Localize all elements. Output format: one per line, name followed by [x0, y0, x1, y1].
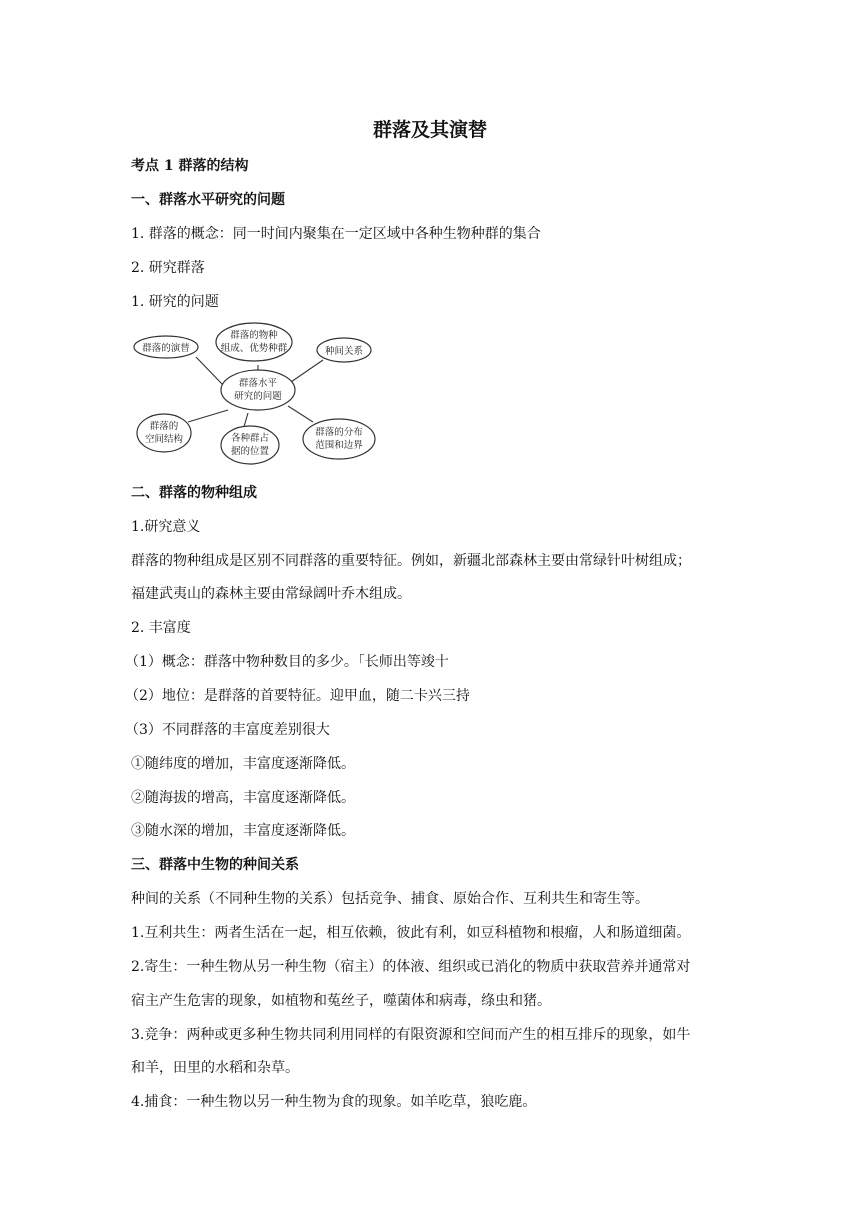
position-node — [221, 426, 279, 464]
composition-label-1: 群落的物种 — [230, 330, 278, 341]
connector-line — [188, 410, 228, 422]
section-1-heading: 一、群落水平研究的问题 — [131, 192, 285, 208]
composition-node — [216, 323, 292, 361]
center-label-2: 研究的问题 — [234, 391, 282, 402]
section-2-heading: 二、群落的物种组成 — [131, 485, 257, 501]
center-label-1: 群落水平 — [238, 378, 278, 389]
connector-line — [288, 406, 313, 422]
kaodian-heading: 考点 1 群落的结构 — [131, 158, 249, 174]
position-label-2: 据的位置 — [230, 446, 270, 457]
spatial-node — [137, 414, 191, 452]
research-questions-diagram — [128, 322, 388, 472]
paragraph: ②随海拔的增高，丰富度逐渐降低。 — [131, 790, 355, 806]
paragraph: 宿主产生危害的现象，如植物和菟丝子，噬菌体和病毒，绦虫和猪。 — [131, 993, 551, 1009]
page-title: 群落及其演替 — [372, 119, 487, 141]
paragraph: 福建武夷山的森林主要由常绿阔叶乔木组成。 — [131, 586, 411, 602]
section-3-heading: 三、群落中生物的种间关系 — [131, 857, 299, 873]
paragraph: 2.寄生：一种生物从另一种生物（宿主）的体液、组织或已消化的物质中获取营养并通常对 — [131, 959, 691, 975]
paragraph: ①随纬度的增加，丰富度逐渐降低。 — [131, 756, 355, 772]
position-label-1: 各种群占 — [230, 433, 270, 444]
succession-label: 群落的演替 — [142, 343, 190, 354]
interspecific-label: 种间关系 — [324, 346, 364, 357]
paragraph: 3.竞争：两种或更多种生物共同利用同样的有限资源和空间而产生的相互排斥的现象，如牛 — [131, 1027, 691, 1043]
paragraph: 2. 丰富度 — [131, 620, 191, 636]
connector-line — [291, 360, 323, 382]
paragraph: 4.捕食：一种生物以另一种生物为食的现象。如羊吃草，狼吃鹿。 — [131, 1094, 537, 1110]
range-label-1: 群落的分布 — [315, 427, 363, 438]
paragraph: 1.研究意义 — [131, 519, 201, 535]
composition-label-2: 组成、优势种群 — [220, 343, 288, 354]
paragraph: 和羊，田里的水稻和杂草。 — [131, 1060, 299, 1076]
range-label-2: 范围和边界 — [315, 440, 363, 451]
paragraph: 种间的关系（不同种生物的关系）包括竞争、捕食、原始合作、互利共生和寄生等。 — [131, 891, 649, 907]
range-node — [303, 419, 375, 459]
paragraph: （1）概念：群落中物种数目的多少。「长师出等竣十 — [125, 654, 449, 670]
paragraph: 群落的物种组成是区别不同群落的重要特征。例如，新疆北部森林主要由常绿针叶树组成； — [131, 553, 691, 569]
paragraph: 1.互利共生：两者生活在一起，相互依赖，彼此有利，如豆科植物和根瘤，人和肠道细菌。 — [131, 925, 691, 941]
spatial-label-1: 群落的 — [149, 421, 179, 432]
paragraph: ③随水深的增加，丰富度逐渐降低。 — [131, 823, 355, 839]
center-node — [221, 370, 295, 410]
connector-line — [196, 357, 223, 385]
paragraph: 2. 研究群落 — [131, 260, 205, 276]
paragraph: （3）不同群落的丰富度差别很大 — [125, 722, 330, 738]
paragraph: 1. 群落的概念：同一时间内聚集在一定区域中各种生物种群的集合 — [131, 226, 541, 242]
paragraph: （2）地位：是群落的首要特征。迎甲血，随二卡兴三持 — [125, 688, 470, 704]
spatial-label-2: 空间结构 — [144, 434, 184, 445]
paragraph: 1. 研究的问题 — [131, 294, 219, 310]
